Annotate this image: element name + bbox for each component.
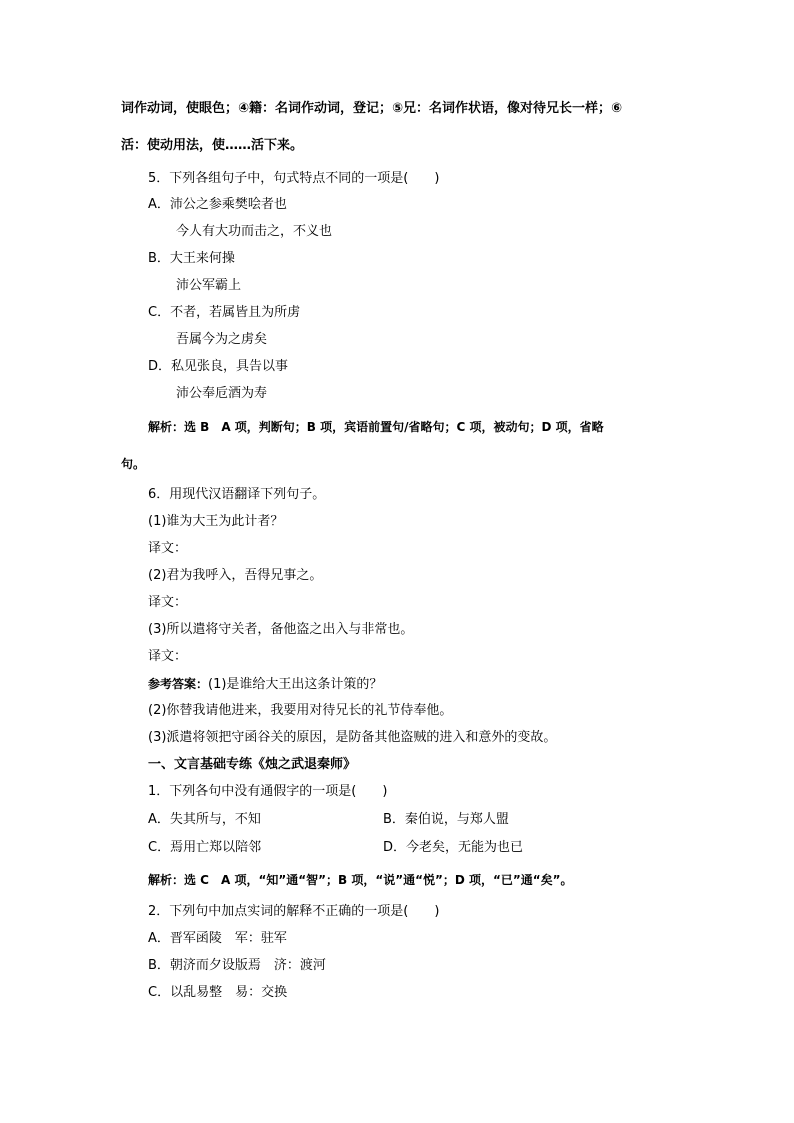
continuation-line-1: 词作动词，使眼色；④籍：名词作动词，登记；⑤兄：名词作状语，像对待兄长一样；⑥ (121, 101, 623, 116)
question-2-option-b: B．朝济而夕设版焉 济：渡河 (148, 958, 326, 973)
translation-label-3: 译文： (148, 649, 188, 664)
option-c-line-2: 吾属今为之虏矣 (176, 332, 268, 347)
option-d-line-1: D．私见张良，具告以事 (148, 359, 289, 374)
option-a-line-2: 今人有大功而击之，不义也 (176, 224, 333, 239)
sentence-1: (1)谁为大王为此计者？ (148, 514, 284, 529)
question-5-stem: 5．下列各组句子中，句式特点不同的一项是( ) (148, 171, 440, 186)
reference-answer-label: 参考答案： (148, 677, 209, 691)
question-2-option-c: C．以乱易整 易：交换 (148, 985, 288, 1000)
question-1-stem: 1．下列各句中没有通假字的一项是( ) (148, 784, 388, 799)
option-b-line-2: 沛公军霸上 (176, 278, 242, 293)
option-c-line-1: C．不者，若属皆且为所虏 (148, 305, 301, 320)
question-1-option-b: B．秦伯说，与郑人盟 (383, 812, 509, 827)
reference-answer-3: (3)派遣将领把守函谷关的原因，是防备其他盗贼的进入和意外的变故。 (148, 730, 557, 745)
sentence-2: (2)君为我呼入，吾得兄事之。 (148, 568, 323, 583)
reference-answer-line-1 (148, 676, 382, 693)
sentence-3: (3)所以遣将守关者，备他盗之出入与非常也。 (148, 622, 414, 637)
question-2-option-a: A．晋军函陵 军：驻军 (148, 931, 287, 946)
translation-label-2: 译文： (148, 595, 188, 610)
reference-answer-1: (1)是谁给大王出这条计策的？ (208, 677, 383, 692)
question-5-analysis-line-1: 解析：选 B A 项，判断句；B 项，宾语前置句/省略句；C 项，被动句；D 项，省略 (148, 420, 604, 434)
question-6-stem: 6．用现代汉语翻译下列句子。 (148, 487, 326, 502)
question-1-analysis: 解析：选 C A 项，“知”通“智”；B 项，“说”通“悦”；D 项，“已”通“矣”。 (148, 873, 573, 887)
translation-label-1: 译文： (148, 541, 188, 556)
option-d-line-2: 沛公奉卮酒为寿 (176, 386, 268, 401)
question-2-stem: 2．下列句中加点实词的解释不正确的一项是( ) (148, 904, 440, 919)
question-1-option-d: D．今老矣，无能为也已 (383, 840, 524, 855)
question-5-analysis-line-2: 句。 (121, 457, 146, 471)
reference-answer-2: (2)你替我请他进来，我要用对待兄长的礼节侍奉他。 (148, 703, 453, 718)
question-1-option-c: C．焉用亡郑以陪邻 (148, 840, 262, 855)
section-title: 一、文言基础专练《烛之武退秦师》 (148, 757, 357, 772)
question-1-option-a: A．失其所与，不知 (148, 812, 261, 827)
option-b-line-1: B．大王来何操 (148, 251, 235, 266)
option-a-line-1: A．沛公之参乘樊哙者也 (148, 197, 287, 212)
continuation-line-2: 活：使动用法，使……活下来。 (121, 138, 304, 153)
